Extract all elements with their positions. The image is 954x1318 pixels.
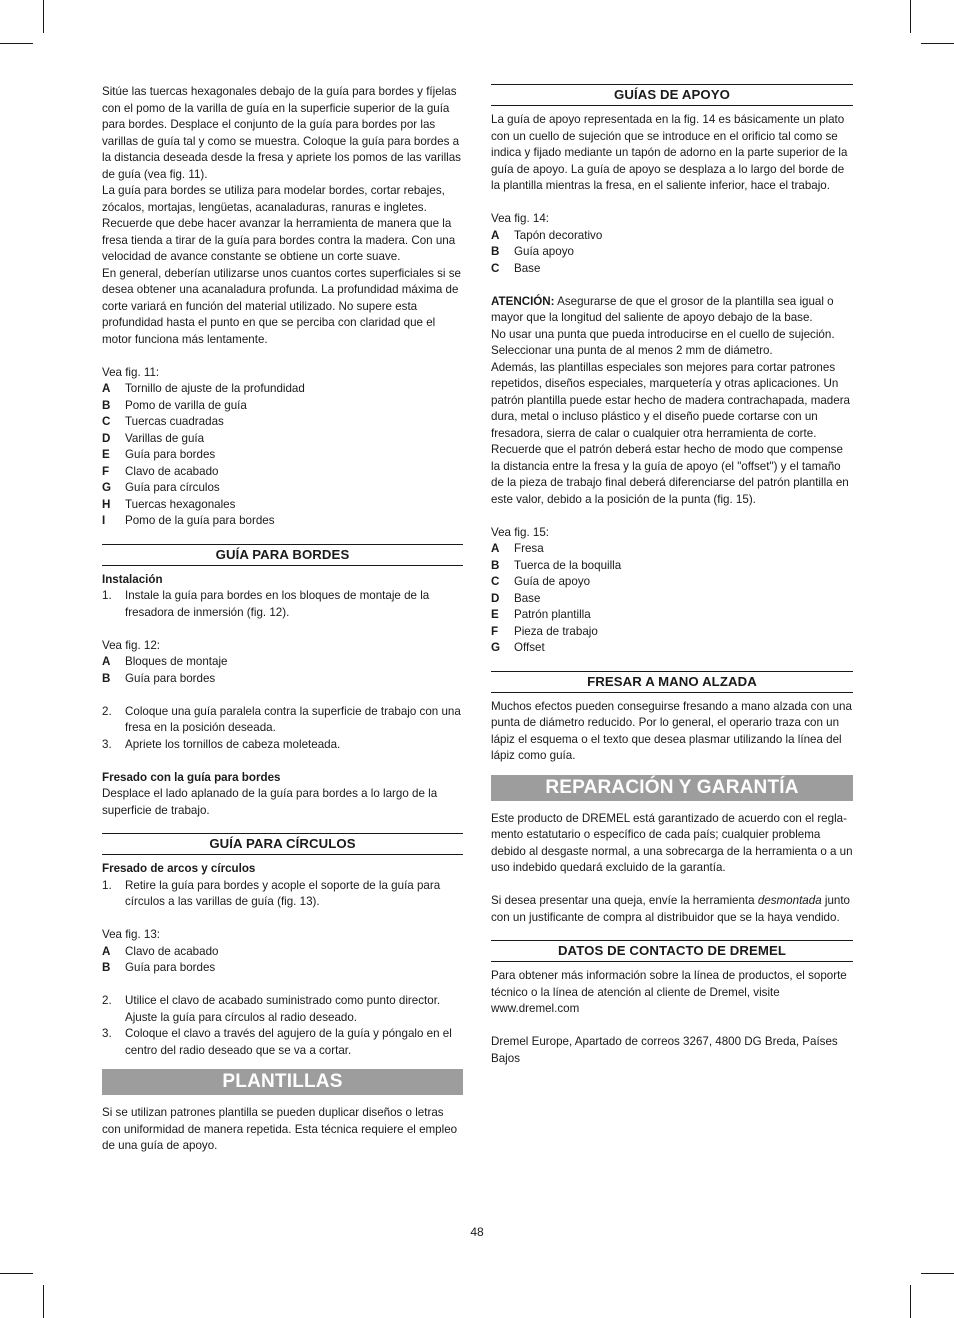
contact-paragraph: Para obtener más información sobre la línea de productos, el soporte técnico o la línea de atención al cliente de Dremel, visite www.dremel.com: [491, 969, 847, 1015]
crop-mark: [0, 43, 33, 44]
crop-mark: [910, 0, 911, 33]
subheading-routing: Fresado con la guía para bordes: [102, 770, 281, 784]
intro-paragraph: En general, deberían utilizarse unos cuantos cortes superficiales si se desea obtener una acanaladura profunda. La profundidad máxima de corte variará en función del material utilizado. No supere esta profundidad hasta el punto en que se perciba con claridad que el motor funciona más lentamente.: [102, 266, 461, 346]
list-item: B Guía para bordes: [102, 961, 216, 974]
warranty-paragraph: Si desea presentar una queja, envíe la herramienta desmontada junto con un justificante de compra al distribuidor que se la haya vendido.: [491, 894, 851, 924]
step-item: 2. Utilice el clavo de acabado suministrado como punto director. Ajuste la guía para círculos al radio deseado.: [102, 994, 441, 1024]
list-item: G Guía para círculos: [102, 481, 220, 494]
attention-paragraph: Además, las plantillas especiales son mejores para cortar patrones repetidos, diseños especiales, marquetería y otras aplicaciones. Un patrón plantilla puede estar hecho de madera contrachapada, madera dura, metal o incluso plástico y el diseño puede cortarse con un fresadora, sierra de calar o cualquier otra herramienta de corte.: [491, 360, 851, 440]
attention-paragraph: Recuerde que el patrón deberá estar hecho de modo que compense la distancia entre la fresa y la guía de apoyo (el "offset") y el tamaño de la pieza de trabajo final deberá diferenciarse del patrón plantilla en este valor, debido a la posición de la punta (fig. 15).: [491, 443, 849, 506]
crop-mark: [43, 1285, 44, 1318]
fig12-label: Vea fig. 12:: [102, 638, 161, 652]
list-item: E Patrón plantilla: [491, 608, 591, 621]
right-column: [491, 84, 853, 1067]
list-item: F Pieza de trabajo: [491, 624, 598, 638]
crop-mark: [43, 0, 44, 33]
list-item: H Tuercas hexagonales: [102, 497, 236, 511]
fig11-list: [102, 381, 463, 530]
crop-mark: [921, 1273, 954, 1274]
attention-paragraph: ATENCIÓN: Asegurarse de que el grosor de la plantilla sea igual o mayor que la longitud del saliente de apoyo debajo de la base.: [491, 294, 834, 324]
templates-paragraph: Si se utilizan patrones plantilla se pueden duplicar diseños o letras con uniformidad de manera repetida. Esta técnica requiere el empleo de una guía de apoyo.: [102, 1106, 458, 1152]
subheading-arcs: Fresado de arcos y círculos: [102, 862, 256, 875]
warranty-paragraph: Este producto de DREMEL está garantizado de acuerdo con el regla-mento estatutario o específico de cada país; cualquier problema debido al desgaste normal, a una sobrecarga de la herramienta o a un uso indebido quedará excluido de la garantía.: [491, 811, 853, 874]
list-item: C Base: [491, 261, 541, 275]
list-item: D Base: [491, 591, 541, 605]
list-item: B Tuerca de la boquilla: [491, 558, 622, 572]
list-item: A Tapón decorativo: [491, 228, 603, 242]
major-heading-warranty: REPARACIÓN Y GARANTÍA: [491, 775, 853, 801]
fig15-label: Vea fig. 15:: [491, 525, 550, 539]
list-item: A Bloques de montaje: [102, 655, 228, 668]
section-heading-freehand: FRESAR A MANO ALZADA: [491, 671, 853, 693]
list-item: B Guía para bordes: [102, 671, 216, 685]
page-number: 48: [470, 1225, 484, 1239]
routing-paragraph: Desplace el lado aplanado de la guía para bordes a lo largo de la superficie de trabajo.: [102, 787, 438, 817]
list-item: C Tuercas cuadradas: [102, 415, 224, 428]
freehand-paragraph: Muchos efectos pueden conseguirse fresando a mano alzada con una punta de diámetro reducido. Por lo general, el operario traza con un lápiz el esquema o el texto que desea plasmar utilizando la línea del lápiz como guía.: [491, 699, 852, 762]
list-item: A Tornillo de ajuste de la profundidad: [102, 382, 305, 395]
list-item: B Guía apoyo: [491, 245, 574, 258]
section-heading-contact: DATOS DE CONTACTO DE DREMEL: [491, 940, 853, 962]
list-item: I Pomo de la guía para bordes: [102, 514, 275, 527]
intro-paragraph: Sitúe las tuercas hexagonales debajo de la guía para bordes y fíjelas con el pomo de la varilla de guía en la superficie superior de la guía para bordes. Desplace el conjunto de la guía para bordes por las varillas de guía tal y como se muestra. Coloque la guía para bordes a la distancia deseada desde la fresa y apriete los pomos de las varillas de guía (vea fig. 11).: [102, 85, 461, 181]
list-item: D Varillas de guía: [102, 431, 205, 445]
list-item: A Fresa: [491, 542, 544, 555]
list-item: F Clavo de acabado: [102, 464, 219, 478]
list-item: E Guía para bordes: [102, 448, 216, 461]
list-item: G Offset: [491, 641, 545, 654]
fig14-label: Vea fig. 14:: [491, 212, 550, 225]
attention-paragraph: No usar una punta que pueda introducirse en el cuello de sujeción. Seleccionar una punta de al menos 2 mm de diámetro.: [491, 327, 835, 357]
list-item: C Guía de apoyo: [491, 575, 591, 588]
contact-address: Dremel Europe, Apartado de correos 3267, 4800 DG Breda, Países Bajos: [491, 1035, 838, 1065]
crop-mark: [921, 43, 954, 44]
left-column: [102, 84, 463, 1155]
section-heading-edge-guide: GUÍA PARA BORDES: [102, 544, 463, 566]
section-heading-support-guides: GUÍAS DE APOYO: [491, 84, 853, 106]
intro-paragraph: La guía para bordes se utiliza para modelar bordes, cortar rebajes, zócalos, mortajas, lengüetas, acanaladuras, ranuras e ingletes. Recuerde que debe hacer avanzar la herramienta de manera que la fresa tienda a tirar de la guía para bordes contra la madera. Con una velocidad de avance constante se obtiene un corte suave.: [102, 184, 456, 263]
step-item: 2. Coloque una guía paralela contra la superficie de trabajo con una fresa en la posición deseada.: [102, 704, 461, 734]
crop-mark: [0, 1273, 33, 1274]
fig11-label: Vea fig. 11:: [102, 365, 160, 379]
section-heading-circle-guide: GUÍA PARA CÍRCULOS: [102, 833, 463, 855]
list-item: A Clavo de acabado: [102, 944, 219, 958]
step-item: 1. Instale la guía para bordes en los bloques de montaje de la fresadora de inmersión (fig. 12).: [102, 589, 430, 619]
list-item: B Pomo de varilla de guía: [102, 398, 247, 412]
subheading-installation: Instalación: [102, 572, 163, 586]
attention-label: ATENCIÓN:: [491, 294, 555, 308]
support-guides-paragraph: La guía de apoyo representada en la fig. 14 es básicamente un plato con un cuello de sujeción que se introduce en el orificio tal como se indica y fijado mediante un tapón de adorno en la parte superior de la guía de apoyo. La guía de apoyo se desplaza a lo largo del borde de la plantilla mientras la fresa, en el saliente inferior, hace el trabajo.: [491, 113, 848, 192]
step-item: 3. Coloque el clavo a través del agujero de la guía y póngalo en el centro del radio deseado que se va a cortar.: [102, 1027, 452, 1057]
fig13-label: Vea fig. 13:: [102, 928, 161, 941]
step-item: 3. Apriete los tornillos de cabeza moleteada.: [102, 737, 341, 751]
step-item: 1. Retire la guía para bordes y acople el soporte de la guía para círculos a las varillas de guía (fig. 13).: [102, 878, 441, 908]
major-heading-templates: PLANTILLAS: [102, 1069, 463, 1095]
crop-mark: [910, 1285, 911, 1318]
